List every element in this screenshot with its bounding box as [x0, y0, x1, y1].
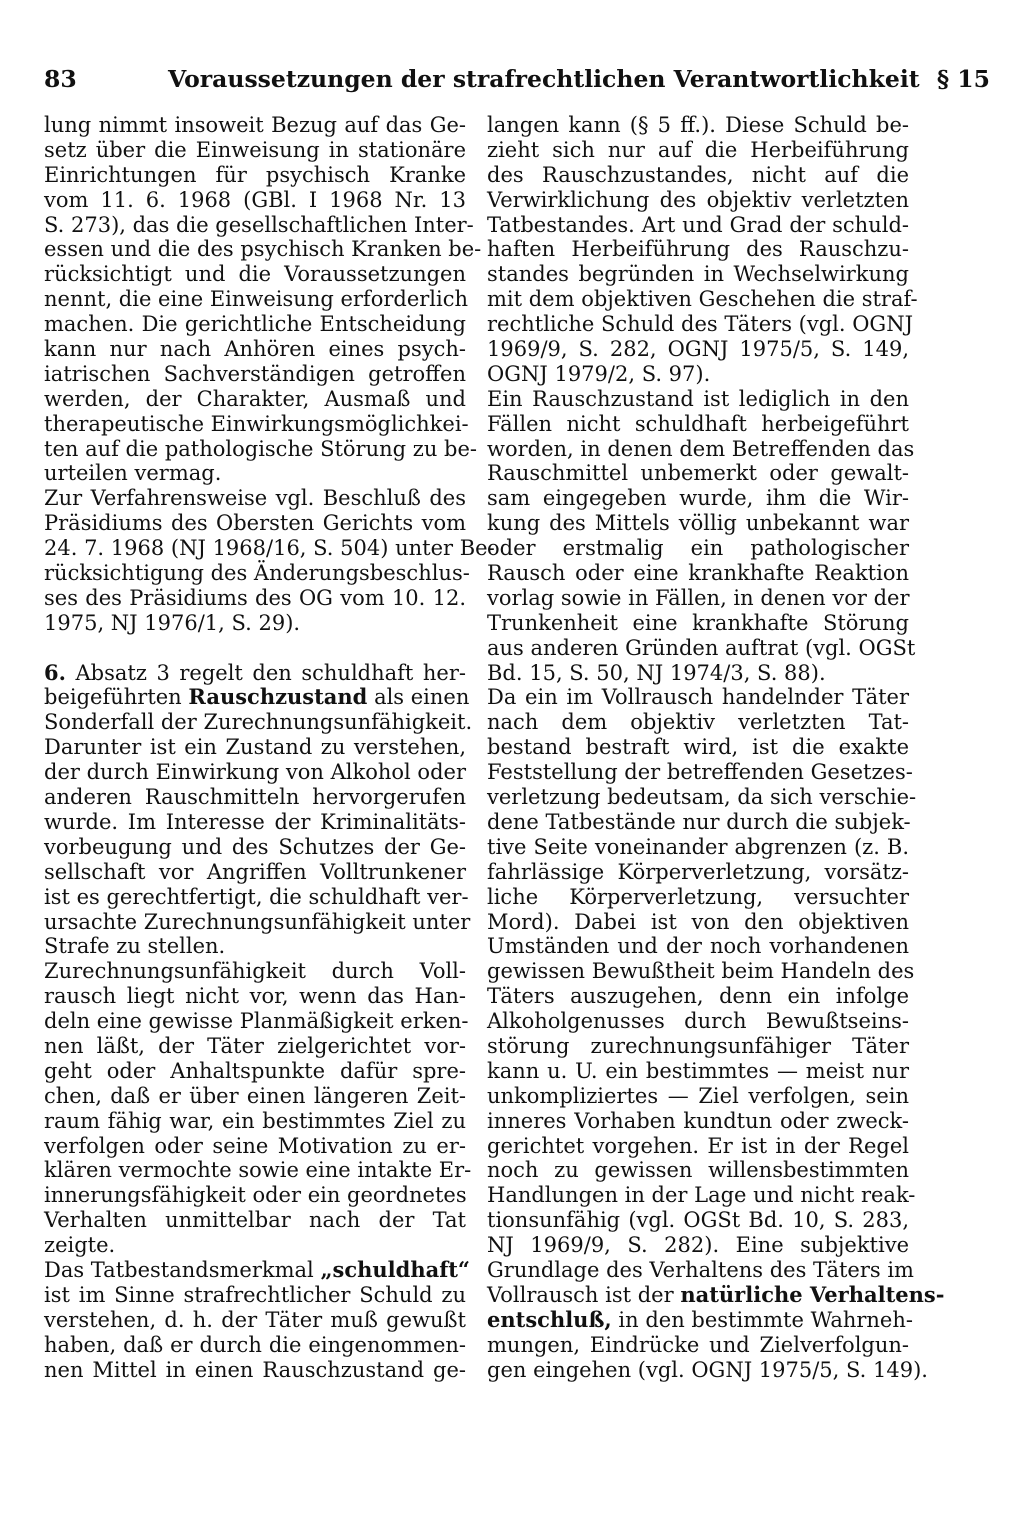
- text-fragment: als einen: [374, 685, 470, 710]
- text-line: verletzung bedeutsam, da sich verschie-: [487, 785, 917, 810]
- emphasis-term: Rauschzustand: [188, 684, 368, 710]
- text-line: [487, 1281, 945, 1308]
- text-line: inneres Vorhaben kundtun oder zweck-: [487, 1108, 909, 1133]
- text-line: geht oder Anhaltspunkte dafür spre-: [44, 1058, 466, 1083]
- section-marker: § 15: [936, 65, 990, 93]
- text-line: mit dem objektiven Geschehen die straf-: [487, 287, 918, 312]
- text-line: essen und die des psychisch Kranken be-: [44, 237, 482, 262]
- text-line: ursachte Zurechnungsunfähigkeit unter: [44, 909, 471, 934]
- text-line: noch zu gewissen willensbestimmten: [487, 1158, 909, 1183]
- text-line: langen kann (§ 5 ff.). Diese Schuld be-: [487, 113, 909, 137]
- text-line: Strafe zu stellen.: [44, 934, 226, 959]
- text-line: werden, der Charakter, Ausmaß und: [44, 386, 466, 411]
- text-line: nach dem objektiv verletzten Tat-: [487, 710, 909, 735]
- text-line: rücksichtigt und die Voraussetzungen: [44, 262, 466, 287]
- text-line: nen Mittel in einen Rauschzustand ge-: [44, 1357, 466, 1382]
- text-line: tive Seite voneinander abgrenzen (z. B.: [487, 834, 909, 859]
- text-line: dene Tatbestände nur durch die subjek-: [487, 809, 911, 834]
- text-line: ten auf die pathologische Störung zu be-: [44, 436, 477, 461]
- text-line: haben, daß er durch die eingenommen-: [44, 1332, 466, 1357]
- text-line: therapeutische Einwirkungsmöglichkei-: [44, 411, 469, 436]
- text-line: 1975, NJ 1976/1, S. 29).: [44, 610, 301, 635]
- text-line: zieht sich nur auf die Herbeiführung: [487, 137, 909, 162]
- text-line: wurde. Im Interesse der Kriminalitäts-: [44, 809, 466, 834]
- text-line: verfolgen oder seine Motivation zu er-: [44, 1133, 466, 1158]
- text-line: OGNJ 1979/2, S. 97).: [487, 361, 711, 386]
- text-line: Fällen nicht schuldhaft herbeigeführt: [487, 411, 909, 436]
- text-line: störung zurechnungsunfähiger Täter: [487, 1033, 909, 1058]
- text-line: 1969/9, S. 282, OGNJ 1975/5, S. 149,: [487, 337, 909, 362]
- text-line: verstehen, d. h. der Täter muß gewußt: [44, 1307, 466, 1332]
- text-line: kann nur nach Anhören eines psych-: [44, 337, 466, 362]
- text-fragment: Vollrausch ist der: [487, 1282, 674, 1307]
- text-line: Präsidiums des Obersten Gerichts vom: [44, 511, 466, 536]
- text-line: Feststellung der betreffenden Gesetzes-: [487, 760, 913, 785]
- text-line: setz über die Einweisung in stationäre: [44, 137, 466, 162]
- text-line: deln eine gewisse Planmäßigkeit erken-: [44, 1009, 469, 1034]
- text-line: vorbeugung und des Schutzes der Ge-: [44, 834, 466, 859]
- emphasis-term: „schuldhaft“: [320, 1256, 471, 1282]
- text-line: mungen, Eindrücke und Zielverfolgun-: [487, 1332, 909, 1357]
- text-line: Darunter ist ein Zustand zu verstehen,: [44, 735, 466, 760]
- emphasis-term: entschluß,: [487, 1306, 612, 1332]
- text-line: Alkoholgenusses durch Bewußtseins-: [487, 1009, 909, 1034]
- text-line: [44, 661, 466, 686]
- right-column: [487, 113, 945, 1382]
- text-line: Tatbestandes. Art und Grad der schuld-: [487, 212, 909, 237]
- text-line: Umständen und der noch vorhandenen: [487, 934, 909, 959]
- text-line: kann u. U. ein bestimmtes — meist nur: [487, 1058, 909, 1083]
- text-line: Handlungen in der Lage und nicht reak-: [487, 1183, 916, 1208]
- running-title: Voraussetzungen der strafrechtlichen Verantwortlichkeit: [168, 65, 920, 93]
- text-line: Ein Rauschzustand ist lediglich in den: [487, 386, 909, 411]
- text-line: Verhalten unmittelbar nach der Tat: [44, 1208, 466, 1233]
- text-line: [487, 1306, 913, 1333]
- paragraph-gap: [44, 636, 466, 661]
- text-fragment: in den bestimmte Wahrneh-: [618, 1307, 913, 1332]
- text-line: bestand bestraft wird, ist die exakte: [487, 735, 909, 760]
- left-column: [44, 113, 495, 1382]
- page-number: 83: [44, 65, 77, 93]
- text-line: rausch liegt nicht vor, wenn das Han-: [44, 984, 466, 1009]
- text-line: Zurechnungsunfähigkeit durch Voll-: [44, 959, 466, 984]
- text-line: gewissen Bewußtheit beim Handeln des: [487, 959, 915, 984]
- text-line: chen, daß er über einen längeren Zeit-: [44, 1083, 466, 1108]
- text-line: rechtliche Schuld des Täters (vgl. OGNJ: [487, 312, 913, 337]
- text-line: [44, 1256, 471, 1283]
- text-line: Verwirklichung des objektiv verletzten: [487, 187, 909, 212]
- text-line: Täters auszugehen, denn ein infolge: [487, 984, 909, 1009]
- text-line: standes begründen in Wechselwirkung: [487, 262, 909, 287]
- text-line: Rauschmittel unbemerkt oder gewalt-: [487, 461, 909, 486]
- text-line: vorlag sowie in Fällen, in denen vor der: [487, 585, 910, 610]
- text-line: [44, 684, 470, 710]
- text-line: 24. 7. 1968 (NJ 1968/16, S. 504) unter Be-: [44, 536, 495, 561]
- text-line: Da ein im Vollrausch handelnder Täter: [487, 685, 909, 710]
- text-line: fahrlässige Körperverletzung, vorsätz-: [487, 859, 909, 884]
- text-line: Trunkenheit eine krankhafte Störung: [487, 610, 909, 635]
- text-line: gen eingehen (vgl. OGNJ 1975/5, S. 149).: [487, 1357, 928, 1382]
- text-line: Einrichtungen für psychisch Kranke: [44, 162, 466, 187]
- text-fragment: beigeführten: [44, 685, 182, 710]
- text-line: gerichtet vorgehen. Er ist in der Regel: [487, 1133, 909, 1158]
- text-line: haften Herbeiführung des Rauschzu-: [487, 237, 909, 262]
- text-line: Grundlage des Verhaltens des Täters im: [487, 1257, 914, 1282]
- text-line: raum fähig war, ein bestimmtes Ziel zu: [44, 1108, 466, 1133]
- text-line: nennt, die eine Einweisung erforderlich: [44, 287, 469, 312]
- text-fragment: Das Tatbestandsmerkmal: [44, 1257, 314, 1282]
- text-line: tionsunfähig (vgl. OGSt Bd. 10, S. 283,: [487, 1208, 909, 1233]
- text-line: machen. Die gerichtliche Entscheidung: [44, 312, 466, 337]
- text-line: liche Körperverletzung, versuchter: [487, 884, 909, 909]
- paragraph-number: 6.: [44, 659, 66, 685]
- text-line: aus anderen Gründen auftrat (vgl. OGSt: [487, 635, 916, 660]
- text-line: ses des Präsidiums des OG vom 10. 12.: [44, 585, 466, 610]
- text-line: innerungsfähigkeit oder ein geordnetes: [44, 1183, 467, 1208]
- text-line: Zur Verfahrensweise vgl. Beschluß des: [44, 486, 466, 511]
- text-line: lung nimmt insoweit Bezug auf das Ge-: [44, 113, 466, 137]
- text-line: rücksichtigung des Änderungsbeschlus-: [44, 561, 470, 586]
- text-line: Mord). Dabei ist von den objektiven: [487, 909, 909, 934]
- text-line: der durch Einwirkung von Alkohol oder: [44, 760, 466, 785]
- text-line: nen läßt, der Täter zielgerichtet vor-: [44, 1033, 466, 1058]
- text-line: Rausch oder eine krankhafte Reaktion: [487, 561, 909, 586]
- text-line: anderen Rauschmitteln hervorgerufen: [44, 785, 466, 810]
- text-line: iatrischen Sachverständigen getroffen: [44, 361, 466, 386]
- text-line: Bd. 15, S. 50, NJ 1974/3, S. 88).: [487, 660, 826, 685]
- page-header: [44, 62, 990, 102]
- text-line: S. 273), das die gesellschaftlichen Inter-: [44, 212, 474, 237]
- text-fragment: Absatz 3 regelt den schuldhaft her-: [75, 660, 466, 685]
- text-line: urteilen vermag.: [44, 461, 222, 486]
- text-line: Sonderfall der Zurechnungsunfähigkeit.: [44, 710, 473, 735]
- text-line: ist im Sinne strafrechtlicher Schuld zu: [44, 1282, 466, 1307]
- text-line: ist es gerechtfertigt, die schuldhaft ver-: [44, 884, 469, 909]
- text-line: kung des Mittels völlig unbekannt war: [487, 511, 909, 536]
- text-line: sam eingegeben wurde, ihm die Wir-: [487, 486, 909, 511]
- text-line: unkompliziertes — Ziel verfolgen, sein: [487, 1083, 909, 1108]
- text-line: sellschaft vor Angriffen Volltrunkener: [44, 859, 466, 884]
- text-line: NJ 1969/9, S. 282). Eine subjektive: [487, 1233, 909, 1258]
- text-line: oder erstmalig ein pathologischer: [487, 536, 909, 561]
- emphasis-term: natürliche Verhaltens-: [680, 1281, 945, 1307]
- text-line: des Rauschzustandes, nicht auf die: [487, 162, 909, 187]
- text-line: worden, in denen dem Betreffenden das: [487, 436, 915, 461]
- text-line: klären vermochte sowie eine intakte Er-: [44, 1158, 472, 1183]
- text-line: zeigte.: [44, 1233, 116, 1258]
- text-line: vom 11. 6. 1968 (GBl. I 1968 Nr. 13: [44, 187, 466, 212]
